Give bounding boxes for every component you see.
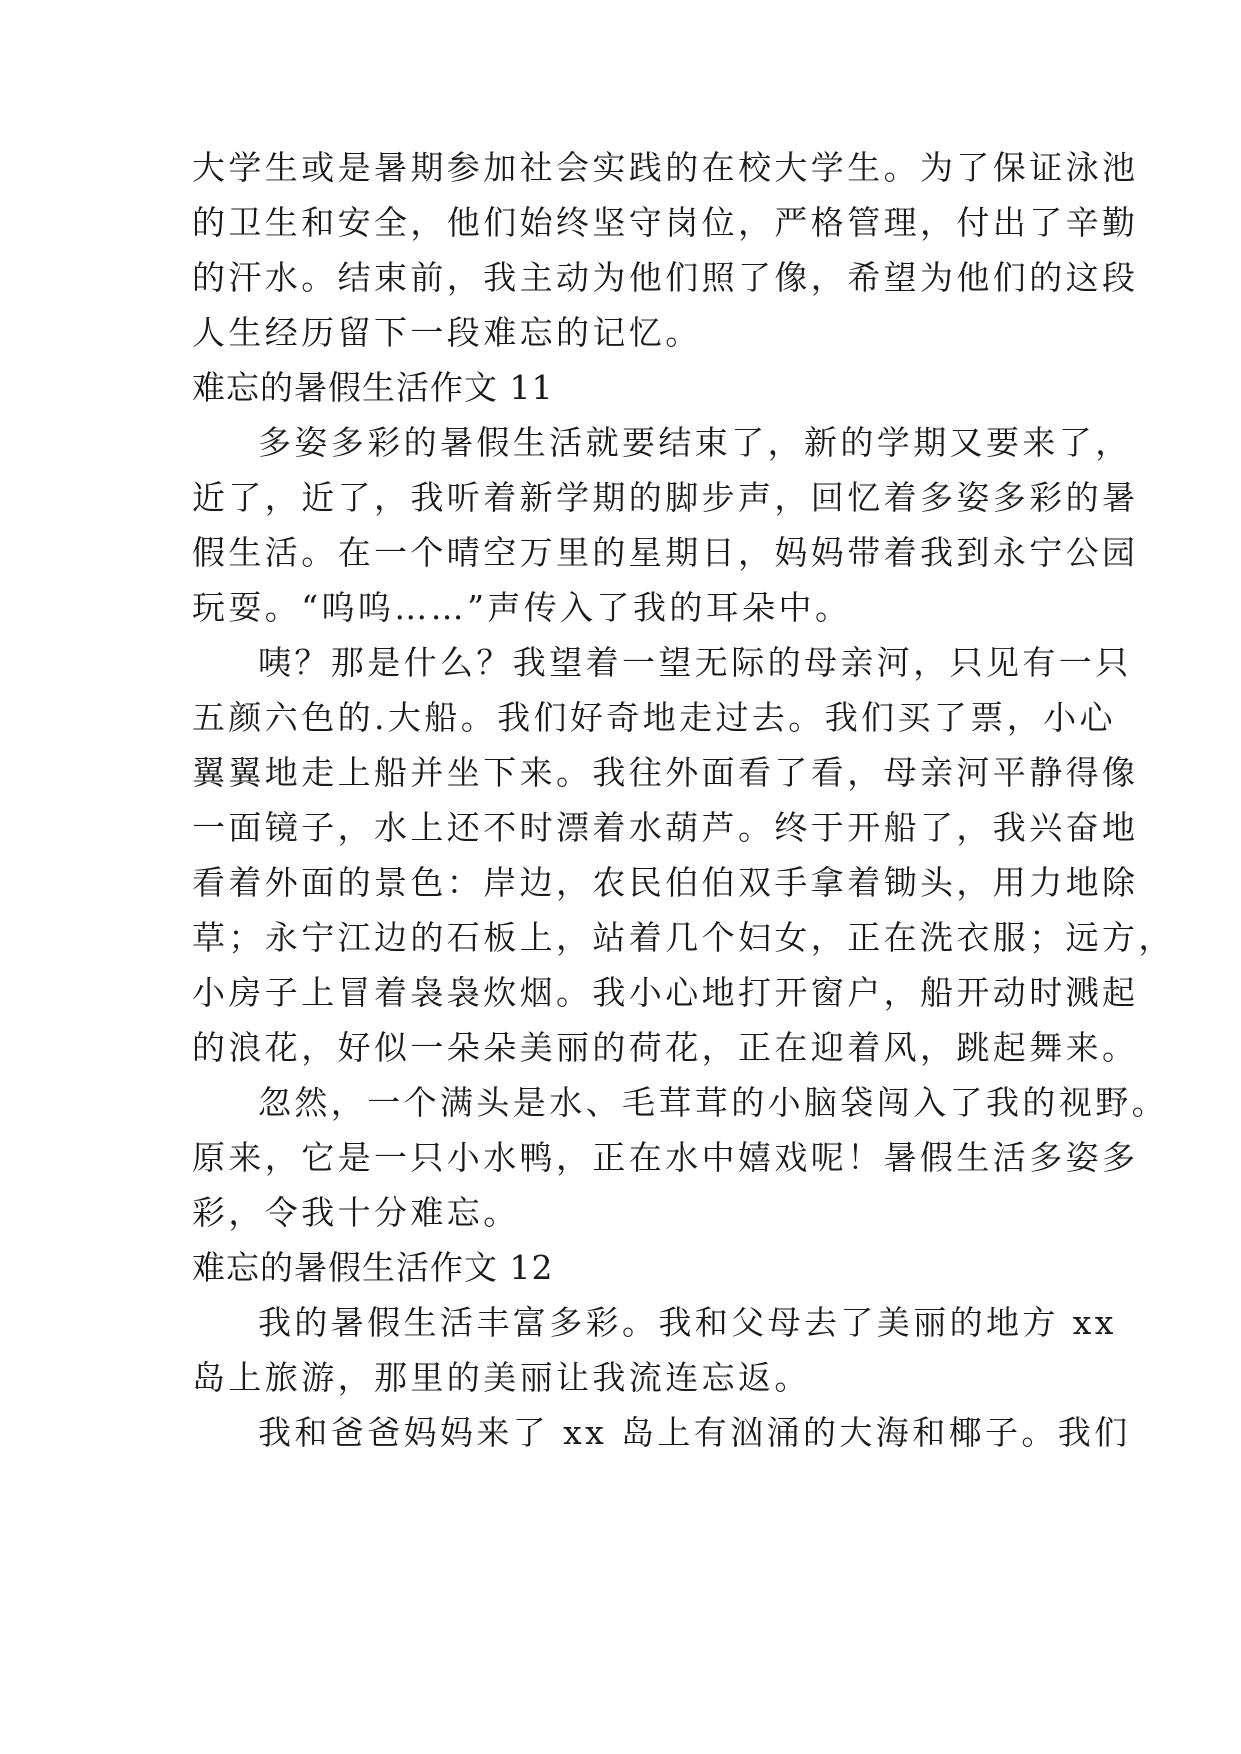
text-line: 的浪花，好似一朵朵美丽的荷花，正在迎着风，跳起舞来。 <box>192 1028 1139 1067</box>
section-heading: 难忘的暑假生活作文 11 <box>192 368 554 407</box>
paragraph-first-line: 咦？那是什么？我望着一望无际的母亲河，只见有一只 <box>258 643 1132 682</box>
text-line: 原来，它是一只小水鸭，正在水中嬉戏呢！暑假生活多姿多 <box>192 1138 1139 1177</box>
text-line: 近了，近了，我听着新学期的脚步声，回忆着多姿多彩的暑 <box>192 478 1139 517</box>
text-line: 大学生或是暑期参加社会实践的在校大学生。为了保证泳池 <box>192 148 1139 187</box>
text-line: 一面镜子，水上还不时漂着水葫芦。终于开船了，我兴奋地 <box>192 808 1139 847</box>
text-line: 看着外面的景色：岸边，农民伯伯双手拿着锄头，用力地除 <box>192 863 1139 902</box>
text-line: 玩耍。“呜呜……”声传入了我的耳朵中。 <box>192 588 852 627</box>
section-heading: 难忘的暑假生活作文 12 <box>192 1248 554 1287</box>
text-line: 彩，令我十分难忘。 <box>192 1193 520 1232</box>
paragraph-first-line: 我和爸爸妈妈来了 xx 岛上有汹涌的大海和椰子。我们 <box>258 1413 1131 1452</box>
text-line: 小房子上冒着袅袅炊烟。我小心地打开窗户，船开动时溅起 <box>192 973 1139 1012</box>
text-line: 翼翼地走上船并坐下来。我往外面看了看，母亲河平静得像 <box>192 753 1139 792</box>
paragraph-first-line: 忽然，一个满头是水、毛茸茸的小脑袋闯入了我的视野。 <box>258 1083 1168 1122</box>
text-line: 岛上旅游，那里的美丽让我流连忘返。 <box>192 1358 811 1397</box>
text-line: 的汗水。结束前，我主动为他们照了像，希望为他们的这段 <box>192 258 1139 297</box>
paragraph-first-line: 我的暑假生活丰富多彩。我和父母去了美丽的地方 xx <box>258 1303 1117 1342</box>
text-line: 草；永宁江边的石板上，站着几个妇女，正在洗衣服；远方， <box>192 918 1175 957</box>
text-line: 的卫生和安全，他们始终坚守岗位，严格管理，付出了辛勤 <box>192 203 1139 242</box>
text-line: 假生活。在一个晴空万里的星期日，妈妈带着我到永宁公园 <box>192 533 1139 572</box>
text-line: 人生经历留下一段难忘的记忆。 <box>192 313 702 352</box>
paragraph-first-line: 多姿多彩的暑假生活就要结束了，新的学期又要来了， <box>258 423 1132 462</box>
text-line: 五颜六色的.大船。我们好奇地走过去。我们买了票，小心 <box>192 698 1116 737</box>
